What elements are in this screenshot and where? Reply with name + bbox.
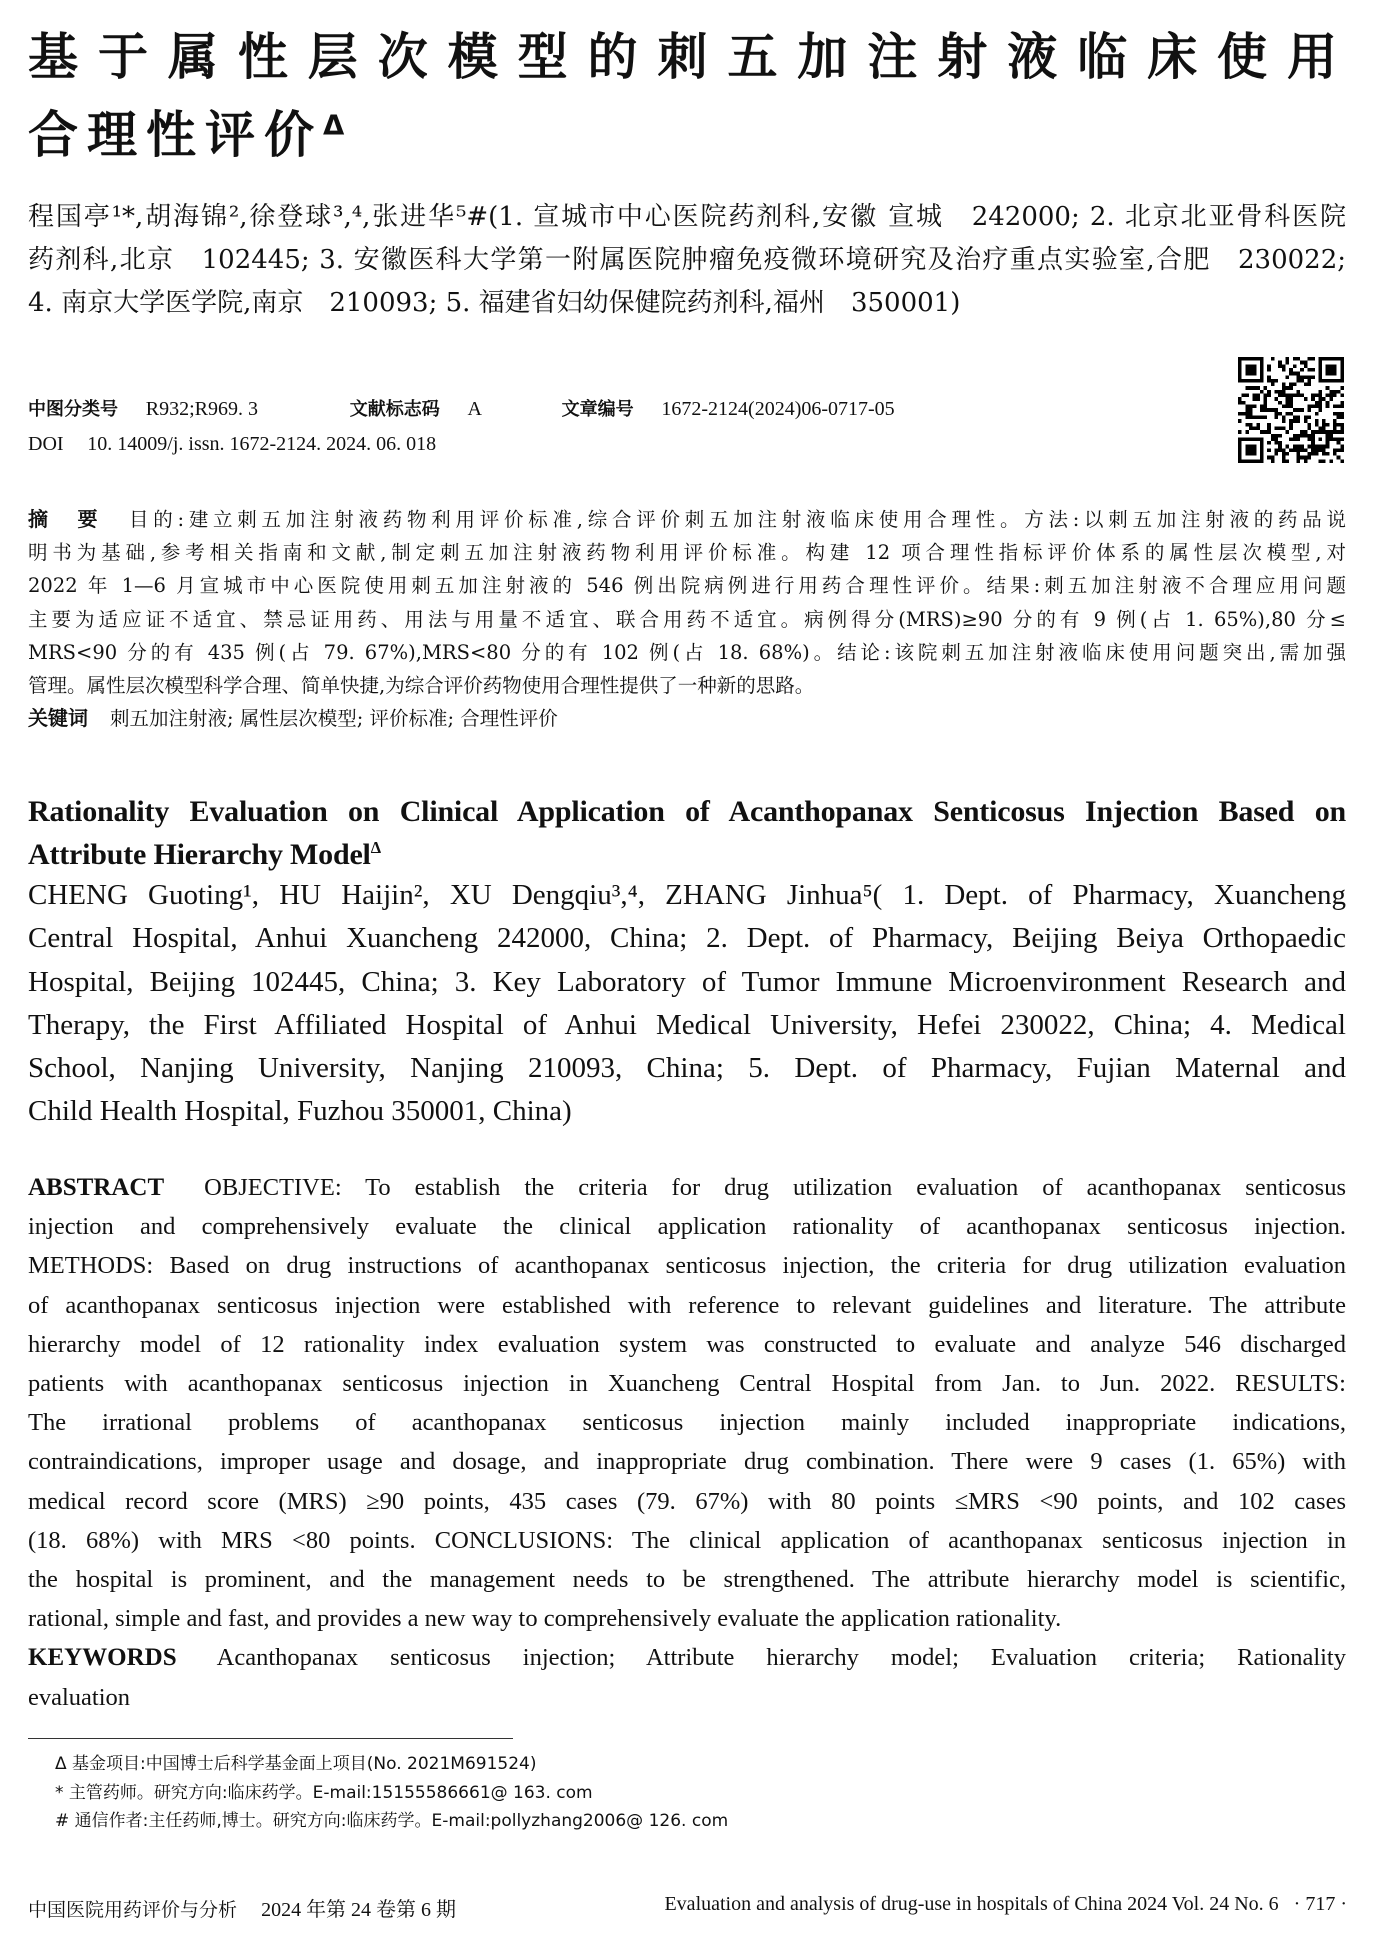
keywords-cn-label: 关键词 <box>28 706 88 731</box>
article-meta <box>28 392 895 462</box>
authors-en-line: Child Health Hospital, Fuzhou 350001, China) <box>28 1095 572 1128</box>
abstract-en-line: patients with acanthopanax senticosus injection in Xuancheng Central Hospital from Jan. to Jun. 2022. RESULTS: <box>28 1370 1346 1398</box>
journal-name-en: Evaluation and analysis of drug-use in hospitals of China 2024 Vol. 24 No. 6 <box>664 1893 1279 1915</box>
abstract-en-line: medical record score (MRS) ≥90 points, 435 cases (79. 67%) with 80 points ≤MRS <90 points, and 102 cases <box>28 1487 1346 1515</box>
title-en-line: Rationality Evaluation on Clinical Application of Acanthopanax Senticosus Injection Based on <box>28 795 1346 828</box>
issue-info-cn: 2024 年第 24 卷第 6 期 <box>261 1899 457 1921</box>
authors-en-line: Hospital, Beijing 102445, China; 3. Key Laboratory of Tumor Immune Microenvironment Research and <box>28 965 1346 998</box>
keywords-cn <box>28 702 1346 735</box>
abstract-en-line: the hospital is prominent, and the management needs to be strengthened. The attribute hierarchy model is scientific, <box>28 1566 1346 1594</box>
qr-code-graphic <box>1238 357 1344 463</box>
journal-name-cn: 中国医院用药评价与分析 <box>28 1899 238 1921</box>
abstract-cn <box>28 503 1346 735</box>
abstract-cn-text: 目的:建立刺五加注射液药物利用评价标准,综合评价刺五加注射液临床使用合理性。方法:以刺五加注射液的药品说 <box>124 508 1346 531</box>
authors-en <box>28 874 1346 1134</box>
abstract-en-line: METHODS: Based on drug instructions of acanthopanax senticosus injection, the criteria for drug utilization evaluation <box>28 1252 1346 1280</box>
title-cn-line <box>28 100 1346 178</box>
footnotes <box>55 1750 728 1836</box>
clc-value: R932;R969. 3 <box>145 398 258 420</box>
doc-code-value: A <box>467 398 482 420</box>
footnote-mark: # <box>55 1811 70 1831</box>
footnote-funding <box>55 1750 728 1779</box>
abstract-en-line: The irrational problems of acanthopanax senticosus injection mainly included inappropriate indications, <box>28 1409 1346 1437</box>
authors-en-line: CHENG Guoting¹, HU Haijin², XU Dengqiu³,⁴, ZHANG Jinhua⁵( 1. Dept. of Pharmacy, Xuancheng <box>28 879 1346 911</box>
keywords-en-line: evaluation <box>28 1683 131 1711</box>
running-footer-right <box>664 1893 1347 1916</box>
article-no-value: 1672-2124(2024)06-0717-05 <box>661 398 895 420</box>
footnote-text: 主管药师。研究方向:临床药学。E-mail:15155586661@ 163. com <box>68 1782 593 1803</box>
title-en-line-text: Attribute Hierarchy Model <box>28 838 371 871</box>
keywords-en-label: KEYWORDS <box>28 1644 177 1672</box>
abstract-en-line <box>28 1168 1346 1207</box>
authors-cn-line: 药剂科,北京 102445; 3. 安徽医科大学第一附属医院肿瘤免疫微环境研究及治疗重点实验室,合肥 230022; <box>28 245 1346 275</box>
doi-label: DOI <box>28 433 64 455</box>
authors-cn-line: 4. 南京大学医学院,南京 210093; 5. 福建省妇幼保健院药剂科,福州 350001) <box>28 288 961 318</box>
doc-code-label: 文献标志码 <box>349 399 440 420</box>
keywords-cn-text: 刺五加注射液; 属性层次模型; 评价标准; 合理性评价 <box>110 707 558 731</box>
page-number: · 717 · <box>1293 1893 1347 1915</box>
abstract-cn-line: MRS<90 分的有 435 例(占 79. 67%),MRS<80 分的有 102 例(占 18. 68%)。结论:该院刺五加注射液临床使用问题突出,需加强 <box>28 640 1346 664</box>
clc-label: 中图分类号 <box>28 399 118 420</box>
authors-cn <box>28 196 1346 325</box>
abstract-cn-line: 管理。属性层次模型科学合理、简单快捷,为综合评价药物使用合理性提供了一种新的思路。 <box>28 674 815 698</box>
abstract-en-line: injection and comprehensively evaluate the clinical application rationality of acanthopanax senticosus injection. <box>28 1213 1346 1241</box>
abstract-cn-line: 明书为基础,参考相关指南和文献,制定刺五加注射液药物利用评价标准。构建 12 项合理性指标评价体系的属性层次模型,对 <box>28 541 1346 565</box>
abstract-cn-line <box>28 503 1346 536</box>
abstract-en-line: (18. 68%) with MRS <80 points. CONCLUSIONS: The clinical application of acanthopanax senticosus injection in <box>28 1526 1346 1554</box>
abstract-cn-line: 2022 年 1—6 月宣城市中心医院使用刺五加注射液的 546 例出院病例进行用药合理性评价。结果:刺五加注射液不合理应用问题 <box>28 574 1346 598</box>
authors-en-line: Therapy, the First Affiliated Hospital of Anhui Medical University, Hefei 230022, China; 4. Medical <box>28 1008 1346 1041</box>
funding-mark: Δ <box>370 838 381 857</box>
abstract-cn-line: 主要为适应证不适宜、禁忌证用药、用法与用量不适宜、联合用药不适宜。病例得分(MRS)≥90 分的有 9 例(占 1. 65%),80 分≤ <box>28 607 1346 631</box>
authors-en-line: School, Nanjing University, Nanjing 210093, China; 5. Dept. of Pharmacy, Fujian Maternal and <box>28 1052 1346 1085</box>
qr-code-icon <box>1238 357 1344 463</box>
abstract-en-text: OBJECTIVE: To establish the criteria for drug utilization evaluation of acanthopanax senticosus <box>204 1174 1346 1201</box>
article-title-en <box>28 790 1346 876</box>
footnote-mark: * <box>55 1782 64 1803</box>
keywords-en <box>28 1638 1346 1677</box>
abstract-cn-label: 摘 要 <box>28 507 103 531</box>
doi-value[interactable]: 10. 14009/j. issn. 1672-2124. 2024. 06. 018 <box>87 433 437 455</box>
authors-cn-line: 程国亭¹*,胡海锦²,徐登球³,⁴,张进华⁵#(1. 宣城市中心医院药剂科,安徽 宣城 242000; 2. 北京北亚骨科医院 <box>28 202 1346 232</box>
title-en-line <box>28 833 1346 876</box>
keywords-en-text: Acanthopanax senticosus injection; Attribute hierarchy model; Evaluation criteria; Rationality <box>216 1644 1346 1672</box>
footnote-divider <box>28 1738 513 1739</box>
footnote-text: 基金项目:中国博士后科学基金面上项目(No. 2021M691524) <box>72 1754 537 1774</box>
title-cn-line: 基于属性层次模型的刺五加注射液临床使用 <box>28 28 1346 86</box>
authors-en-line: Central Hospital, Anhui Xuancheng 242000, China; 2. Dept. of Pharmacy, Beijing Beiya Orthopaedic <box>28 922 1346 955</box>
article-title-cn <box>28 22 1346 178</box>
footnote-mark: Δ <box>55 1754 67 1774</box>
article-no-label: 文章编号 <box>561 399 634 420</box>
abstract-en-line: rational, simple and fast, and provides a new way to comprehensively evaluate the application rationality. <box>28 1605 1062 1633</box>
abstract-en-label: ABSTRACT <box>28 1174 165 1201</box>
abstract-en-line: contraindications, improper usage and dosage, and inappropriate drug combination. There were 9 cases (1. 65%) with <box>28 1448 1346 1476</box>
title-cn-line-text: 合理性评价 <box>28 106 323 164</box>
footnote-first-author <box>55 1779 728 1808</box>
running-footer-left <box>28 1893 456 1922</box>
abstract-en <box>28 1168 1346 1717</box>
footnote-text: 通信作者:主任药师,博士。研究方向:临床药学。E-mail:pollyzhang2006@ 126. com <box>74 1811 729 1831</box>
funding-mark: Δ <box>323 109 354 142</box>
abstract-en-line: of acanthopanax senticosus injection were established with reference to relevant guidelines and literature. The attribute <box>28 1291 1346 1319</box>
footnote-corresponding-author <box>55 1807 728 1836</box>
abstract-en-line: hierarchy model of 12 rationality index evaluation system was constructed to evaluate and analyze 546 discharged <box>28 1330 1346 1358</box>
